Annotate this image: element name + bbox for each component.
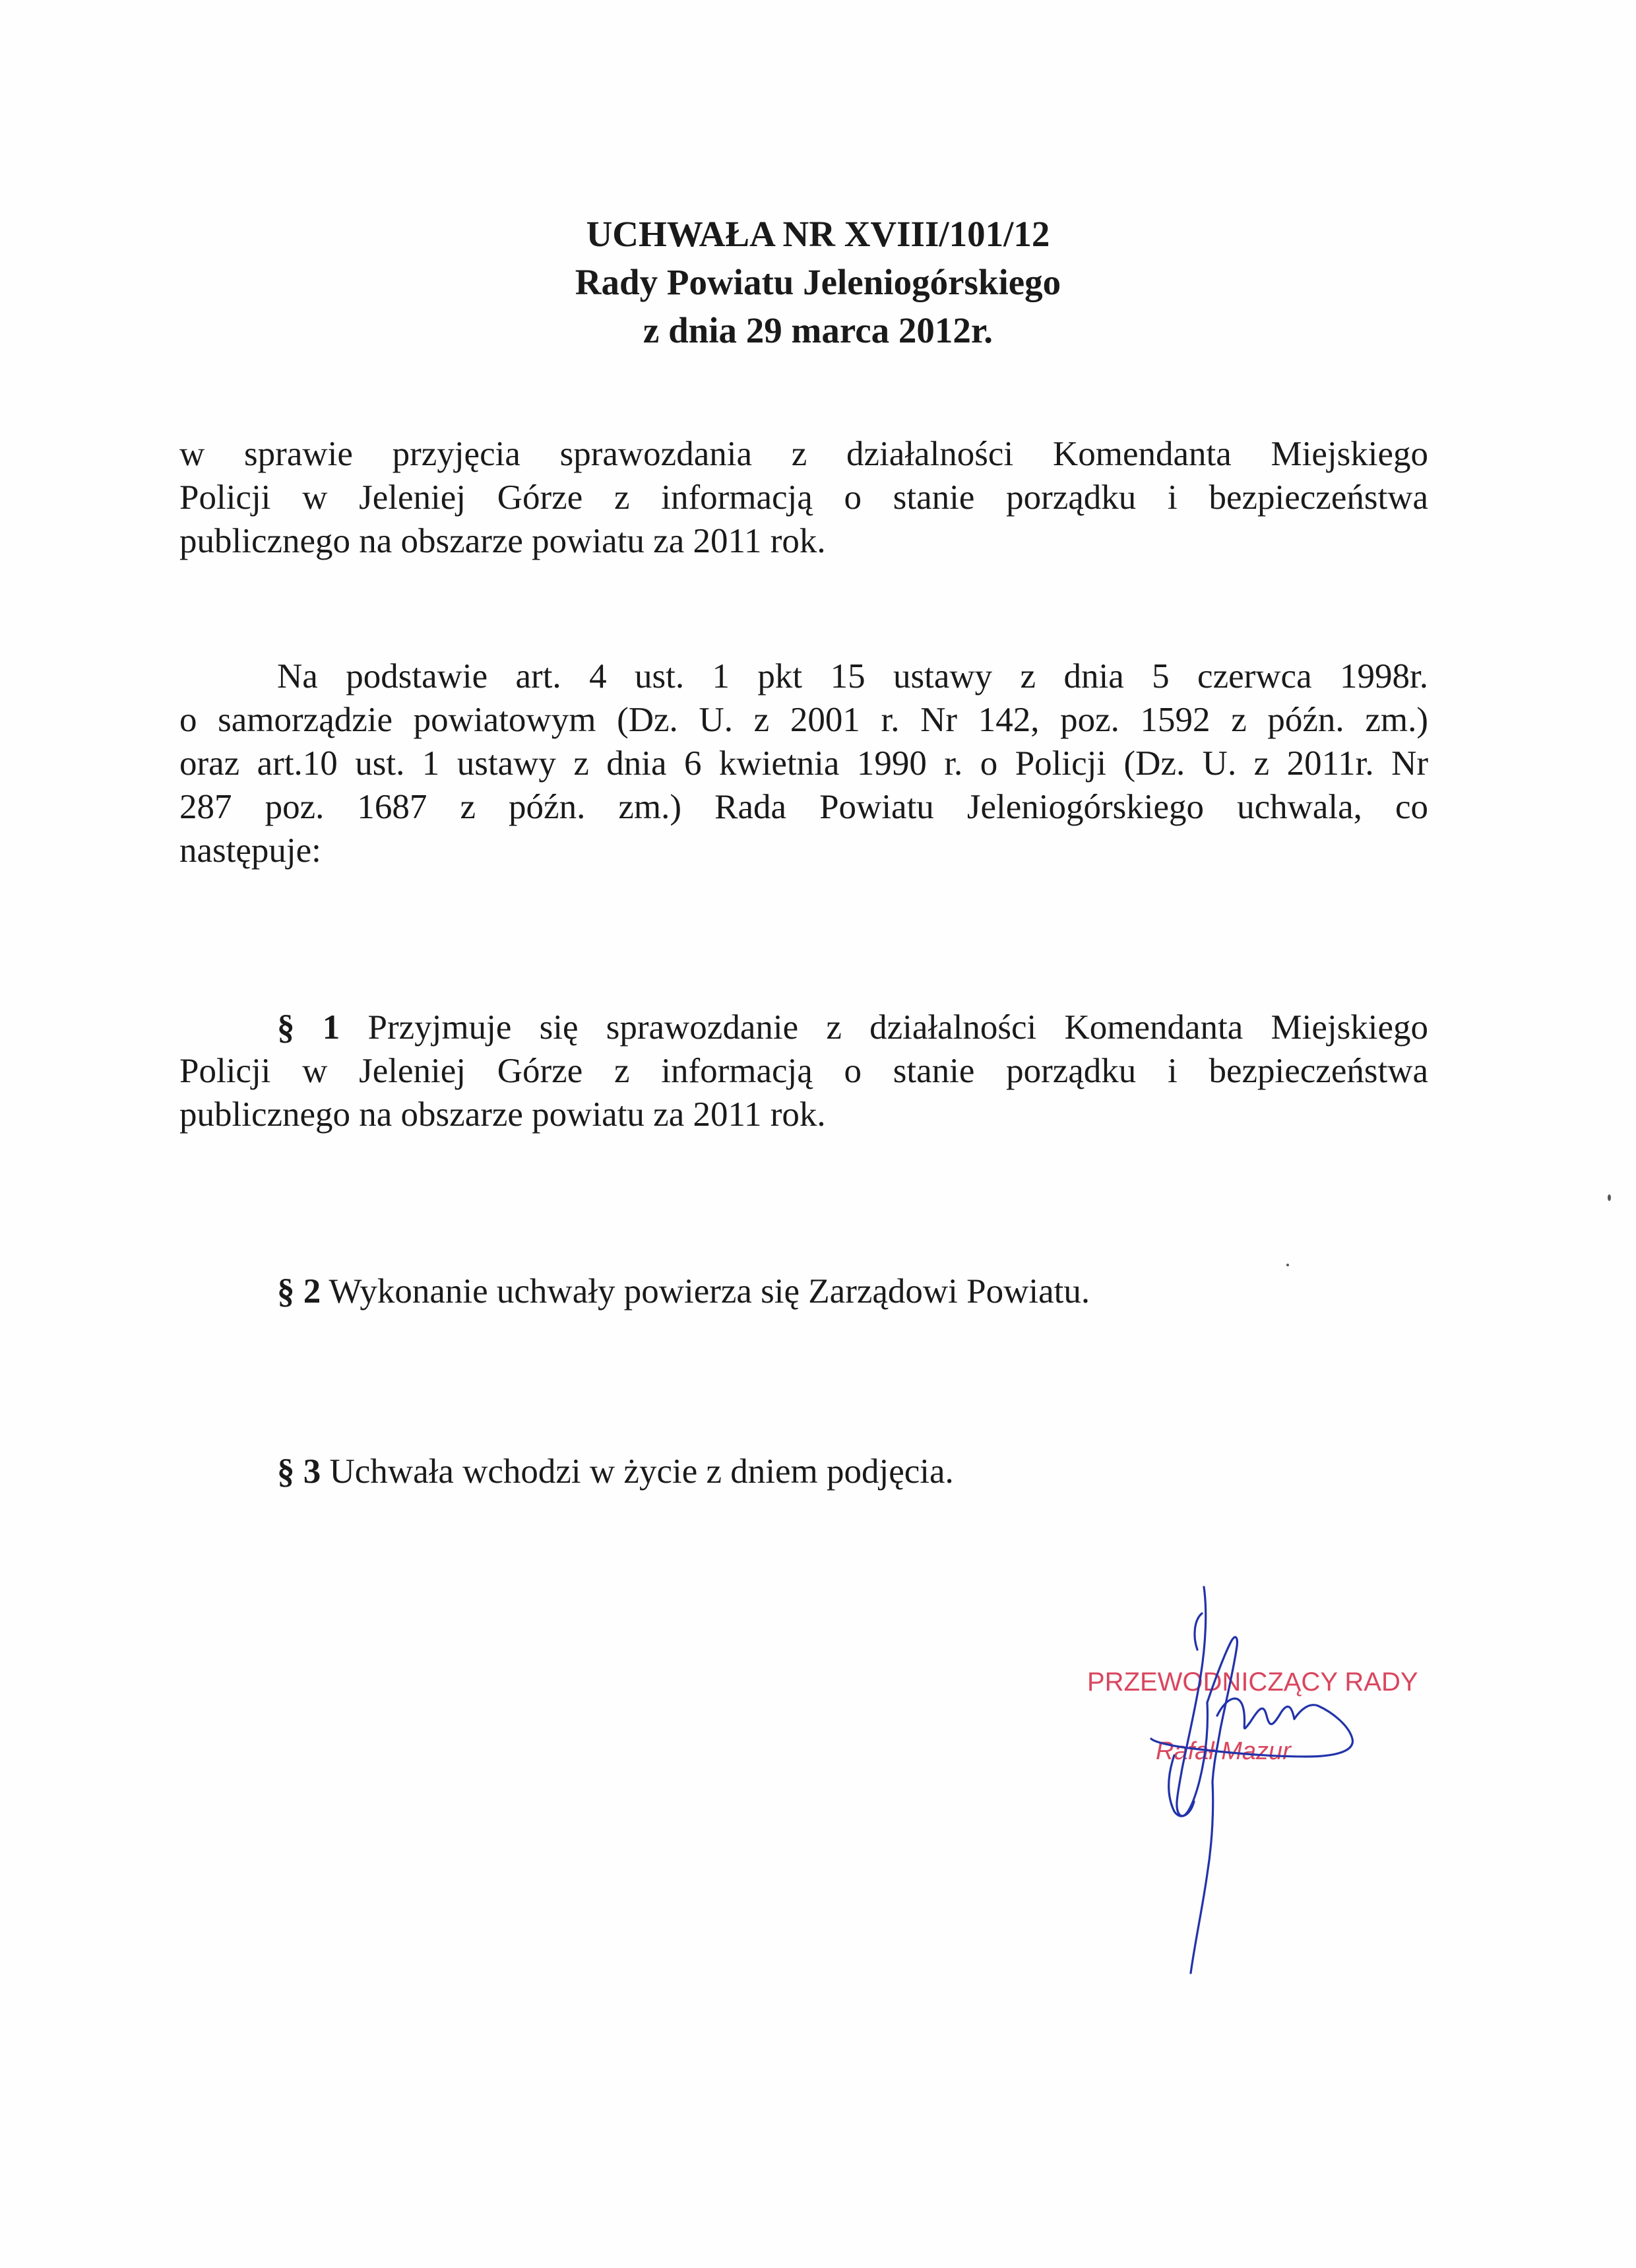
basis-line: 287 poz. 1687 z późn. zm.) Rada Powiatu Jeleniogórskiego uchwala, co	[179, 788, 1428, 826]
resolution-header	[0, 210, 1636, 354]
section-2-mark: § 2	[277, 1272, 321, 1311]
section-2-text: Wykonanie uchwały powierza się Zarządowi Powiatu.	[329, 1272, 1090, 1311]
council-name: Rady Powiatu Jeleniogórskiego	[575, 262, 1061, 302]
basis-line: o samorządzie powiatowym (Dz. U. z 2001 r. Nr 142, poz. 1592 z późn. zm.)	[179, 701, 1428, 739]
section-1-mark: § 1	[277, 1008, 340, 1047]
subject-line: Policji w Jeleniej Górze z informacją o stanie porządku i bezpieczeństwa	[179, 478, 1428, 517]
basis-line: Na podstawie art. 4 ust. 1 pkt 15 ustawy z dnia 5 czerwca 1998r.	[277, 657, 1428, 696]
scan-speck	[1286, 1264, 1289, 1266]
stamp-title: PRZEWODNICZĄCY RADY	[1087, 1668, 1418, 1697]
section-1	[179, 1006, 1428, 1136]
signature-stroke	[1217, 1699, 1294, 1728]
basis-line: następuje:	[179, 831, 321, 870]
resolution-date: z dnia 29 marca 2012r.	[643, 310, 993, 350]
signature-stroke	[1191, 1782, 1213, 1973]
signature-strokes	[1151, 1587, 1352, 1973]
section-3-mark: § 3	[277, 1452, 321, 1491]
resolution-subject	[179, 432, 1428, 563]
signature-stroke	[1207, 1637, 1237, 1782]
resolution-number: UCHWAŁA NR XVIII/101/12	[586, 214, 1050, 254]
section-1-text: Przyjmuje się sprawozdanie z działalności Komendanta Miejskiego	[367, 1008, 1428, 1047]
section-2	[179, 1270, 1428, 1313]
section-2-line	[179, 1270, 1428, 1313]
section-1-line: publicznego na obszarze powiatu za 2011 rok.	[179, 1095, 826, 1134]
stamp-name: Rafał Mazur	[1156, 1737, 1291, 1765]
handwritten-signature	[1108, 1584, 1425, 1993]
section-3-text: Uchwała wchodzi w życie z dniem podjęcia.	[329, 1452, 954, 1491]
scan-speck	[1608, 1194, 1611, 1201]
signature-stroke	[1195, 1613, 1202, 1650]
section-1-line	[179, 1006, 1428, 1049]
signature-stroke	[1151, 1705, 1352, 1757]
section-1-line: Policji w Jeleniej Górze z informacją o stanie porządku i bezpieczeństwa	[179, 1052, 1428, 1090]
section-3-line	[179, 1450, 1428, 1493]
section-3	[179, 1450, 1428, 1493]
legal-basis	[179, 655, 1428, 872]
basis-line: oraz art.10 ust. 1 ustawy z dnia 6 kwietnia 1990 r. o Policji (Dz. U. z 2011r. Nr	[179, 744, 1428, 783]
subject-line: w sprawie przyjęcia sprawozdania z działalności Komendanta Miejskiego	[179, 435, 1428, 473]
signature-stroke	[1177, 1587, 1208, 1816]
subject-line: publicznego na obszarze powiatu za 2011 rok.	[179, 522, 826, 560]
